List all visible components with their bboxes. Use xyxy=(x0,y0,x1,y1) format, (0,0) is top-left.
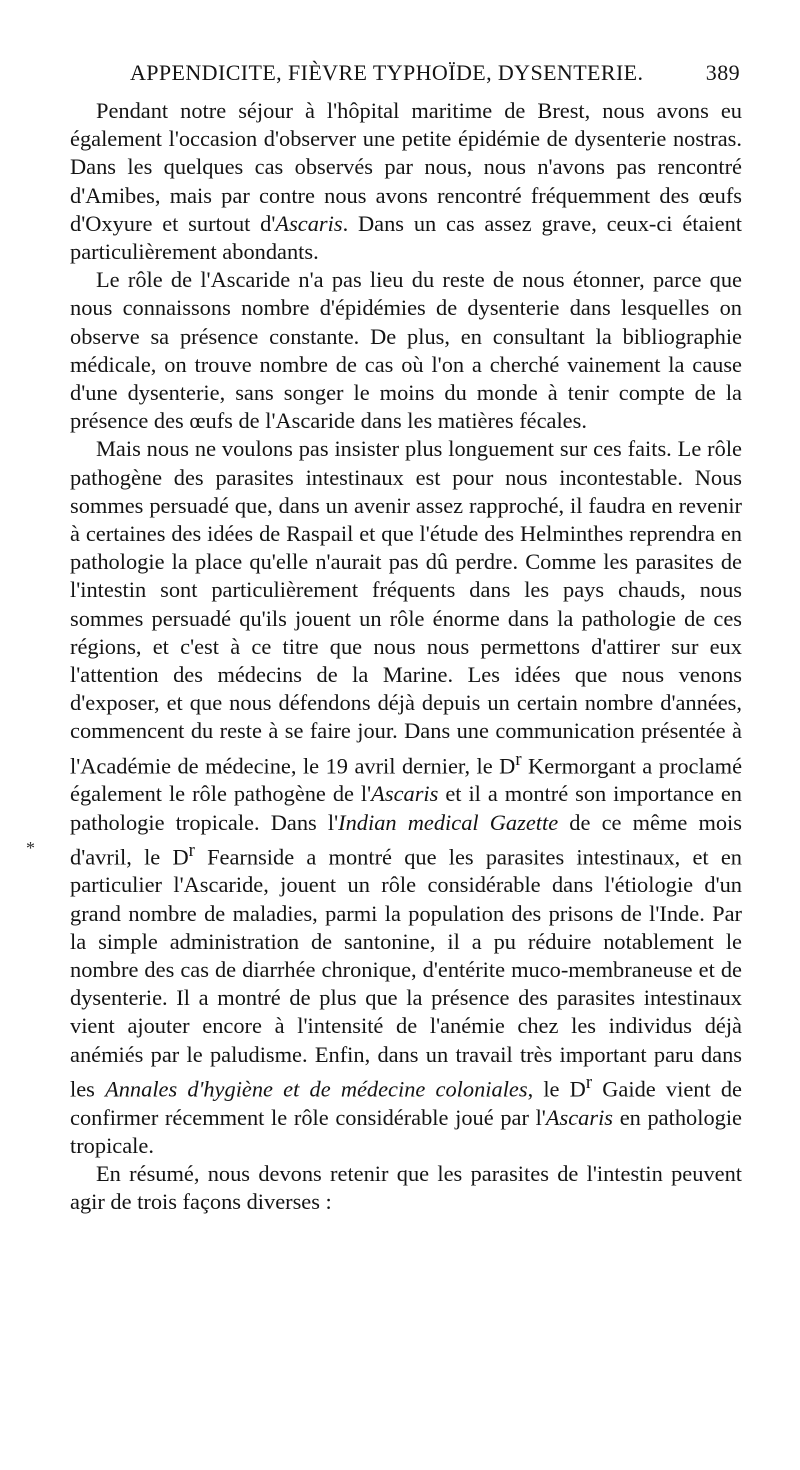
text-run: . Dans un cas assez grave, ceux-ci étaient particulièrement abondants. xyxy=(70,210,742,265)
running-head xyxy=(72,60,740,94)
page-number: 389 xyxy=(705,60,740,85)
text-run: , le D xyxy=(527,1076,586,1102)
text-run: Pendant notre séjour à l'hôpital maritime de Brest, nous avons eu également l'occasion d'observer une petite épidémie de dysenterie nostras. Dans les quelques cas observés par nous, nous n'avons pas rencontré d'Amibes, mais par contre nous avons rencontré fréquemment des œufs d'Oxyure et surtout d' xyxy=(70,98,742,236)
italic-text: Ascaris xyxy=(371,781,439,807)
paragraph xyxy=(70,266,742,435)
text-run: Mais nous ne voulons pas insister plus longuement sur ces faits. Le rôle pathogène des parasites intestinaux est pour nous incontestable. Nous sommes persuadé que, dans un avenir assez rapproché, il faudra en revenir à certaines des idées de Raspail et que l'étude des Helminthes reprendra en pathologie la place qu'elle n'aurait pas dû perdre. Comme les parasites de l'intestin sont particulièrement fréquents dans les pays chauds, nous sommes persuadé qu'ils jouent un rôle énorme dans la pathologie de ces régions, et c'est à ce titre que nous nous permettons d'attirer sur eux l'attention des médecins de la Marine. Les idées que nous venons d'exposer, et que nous défendons déjà depuis un certain nombre d'années, commencent du reste à se faire jour. Dans une communication présentée à l'Académie de médecine, le 19 avril dernier, le D xyxy=(70,436,742,779)
italic-text: Annales d'hygiène et de médecine coloniales xyxy=(105,1076,528,1102)
text-run: Kermorgant a proclamé également le rôle pathogène de l' xyxy=(70,753,743,807)
italic-text: Ascaris xyxy=(275,210,343,236)
text-run: En résumé, nous devons retenir que les parasites de l'intestin peuvent agir de trois façons diverses : xyxy=(70,1160,742,1215)
text-run: de ce même mois d'avril, le D xyxy=(70,809,742,870)
running-title: APPENDICITE, FIÈVRE TYPHOÏDE, DYSENTERIE. xyxy=(130,60,644,85)
paragraph xyxy=(70,1160,742,1216)
text-run: en pathologie tropicale. xyxy=(70,1104,742,1158)
text-run: Le rôle de l'Ascaride n'a pas lieu du reste de nous étonner, parce que nous connaissons nombre d'épidémies de dysenterie dans lesquelles on observe sa présence constante. De plus, en consultant la bibliographie médicale, on trouve nombre de cas où l'on a cherché vainement la cause d'une dysenterie, sans songer le moins du monde à tenir compte de la présence des œufs de l'Ascaride dans les matières fécales. xyxy=(70,267,742,434)
paragraph xyxy=(70,435,742,1159)
italic-text: Ascaris xyxy=(545,1104,614,1130)
margin-mark: * xyxy=(26,838,35,858)
body-text xyxy=(70,97,742,1216)
superscript: r xyxy=(515,748,522,770)
text-run: et il a montré son importance en pathologie tropicale. Dans l' xyxy=(70,781,742,835)
text-run: Fearnside a montré que les parasites intestinaux, et en particulier l'Ascaride, jouent un rôle considérable dans l'étiologie d'un grand nombre de maladies, parmi la population des prisons de l'Inde. Par la simple administration de santonine, il a pu réduire notablement le nombre des cas de diarrhée chronique, d'entérite muco-membraneuse et de dysenterie. Il a montré de plus que la présence des parasites intestinaux vient ajouter encore à l'intensité de l'anémie chez les individus déjà anémiés par le paludisme. Enfin, dans un travail très important paru dans les xyxy=(70,844,743,1102)
text-run: Gaide vient de confirmer récemment le rôle considérable joué par l' xyxy=(70,1076,742,1130)
paragraph xyxy=(70,97,742,266)
superscript: r xyxy=(585,1071,593,1093)
superscript: r xyxy=(188,839,195,861)
italic-text: Indian medical Gazette xyxy=(338,809,559,835)
